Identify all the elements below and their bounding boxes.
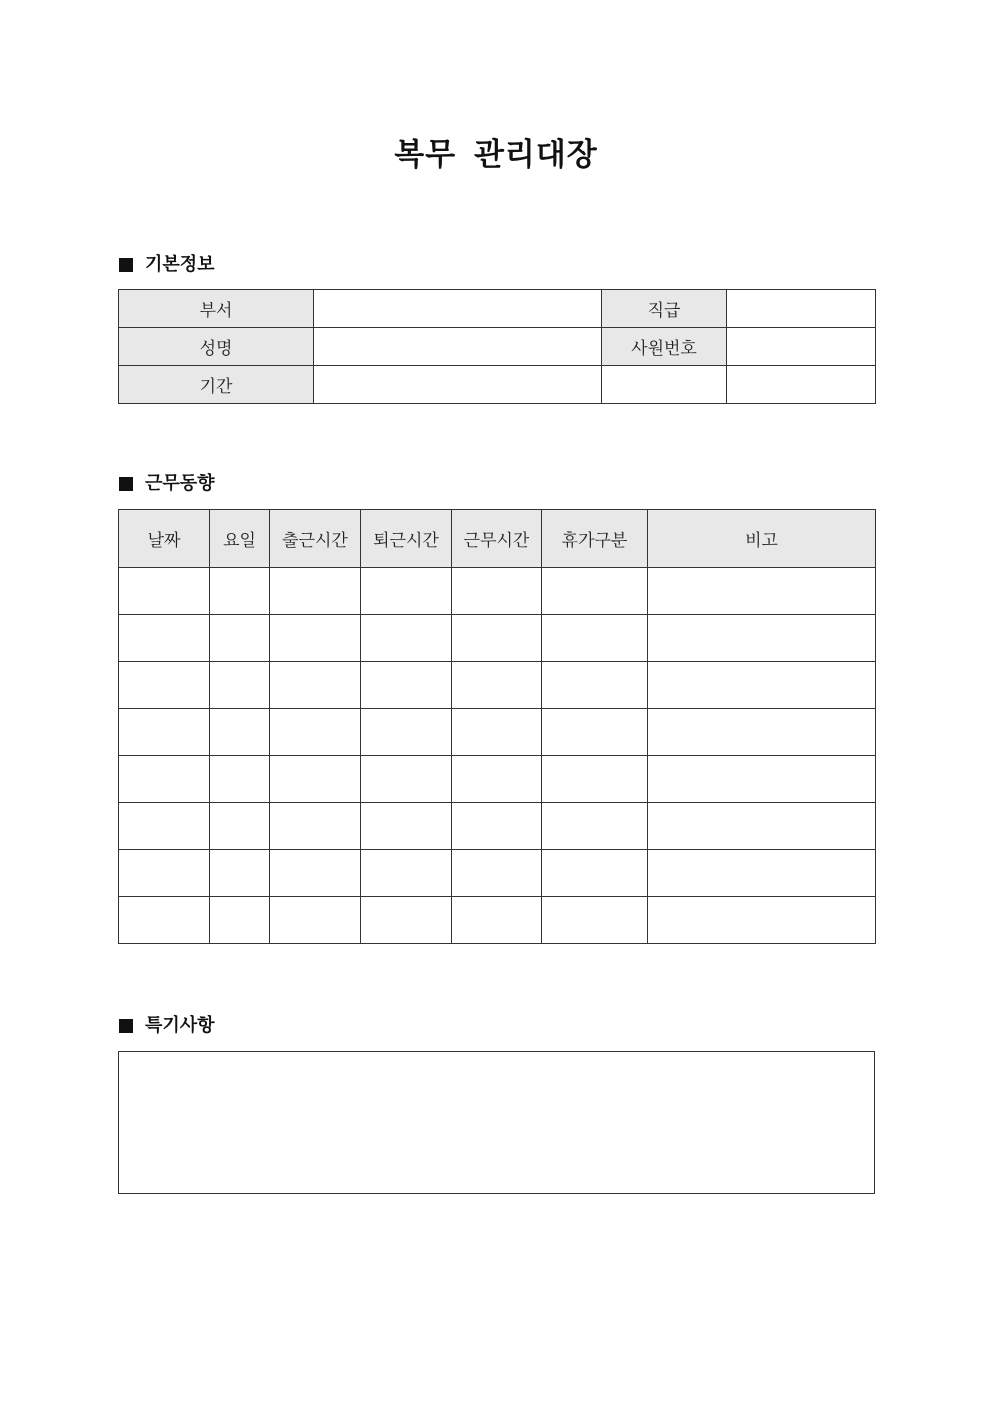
employee-number-label: 사원번호 [602,328,727,366]
cell-work-hours[interactable] [452,756,542,803]
department-field[interactable] [314,290,602,328]
cell-clock-out[interactable] [361,568,452,615]
basic-info-table [118,289,876,404]
cell-clock-out[interactable] [361,709,452,756]
cell-leave-type[interactable] [542,897,648,944]
duty-table [118,509,876,944]
blank-cell[interactable] [727,366,876,404]
cell-leave-type[interactable] [542,568,648,615]
cell-weekday[interactable] [210,756,270,803]
cell-leave-type[interactable] [542,803,648,850]
table-row [119,756,876,803]
cell-remarks[interactable] [648,568,876,615]
column-header-leave-type: 휴가구분 [542,510,648,568]
table-row [119,662,876,709]
cell-weekday[interactable] [210,615,270,662]
cell-date[interactable] [119,615,210,662]
column-header-clock-out: 퇴근시간 [361,510,452,568]
table-row [119,850,876,897]
cell-weekday[interactable] [210,850,270,897]
cell-date[interactable] [119,709,210,756]
cell-date[interactable] [119,662,210,709]
cell-clock-out[interactable] [361,662,452,709]
cell-clock-in[interactable] [270,897,361,944]
cell-date[interactable] [119,850,210,897]
table-row [119,615,876,662]
cell-work-hours[interactable] [452,803,542,850]
section-heading-duty [119,472,215,496]
notes-field[interactable] [118,1051,875,1194]
section-heading-basic-info [119,253,215,277]
duty-table-body [119,568,876,944]
cell-weekday[interactable] [210,897,270,944]
cell-clock-in[interactable] [270,615,361,662]
table-row [119,568,876,615]
cell-leave-type[interactable] [542,662,648,709]
cell-weekday[interactable] [210,568,270,615]
section-heading-notes [119,1014,215,1038]
cell-remarks[interactable] [648,850,876,897]
cell-date[interactable] [119,756,210,803]
square-bullet-icon [119,1019,133,1033]
department-label: 부서 [119,290,314,328]
cell-clock-in[interactable] [270,803,361,850]
table-row [119,366,876,404]
position-field[interactable] [727,290,876,328]
cell-clock-in[interactable] [270,756,361,803]
cell-clock-out[interactable] [361,897,452,944]
cell-weekday[interactable] [210,803,270,850]
position-label: 직급 [602,290,727,328]
table-row [119,897,876,944]
cell-leave-type[interactable] [542,756,648,803]
cell-clock-in[interactable] [270,662,361,709]
cell-work-hours[interactable] [452,568,542,615]
column-header-remarks: 비고 [648,510,876,568]
cell-work-hours[interactable] [452,662,542,709]
section-heading-label: 기본정보 [145,254,215,275]
cell-clock-out[interactable] [361,756,452,803]
table-row [119,803,876,850]
cell-work-hours[interactable] [452,709,542,756]
cell-work-hours[interactable] [452,615,542,662]
section-heading-label: 특기사항 [145,1015,215,1036]
cell-date[interactable] [119,897,210,944]
cell-date[interactable] [119,568,210,615]
cell-weekday[interactable] [210,662,270,709]
employee-number-field[interactable] [727,328,876,366]
cell-remarks[interactable] [648,662,876,709]
cell-remarks[interactable] [648,615,876,662]
cell-clock-out[interactable] [361,850,452,897]
column-header-clock-in: 출근시간 [270,510,361,568]
period-field[interactable] [314,366,602,404]
column-header-weekday: 요일 [210,510,270,568]
cell-work-hours[interactable] [452,897,542,944]
page-title: 복무 관리대장 [394,137,598,173]
column-header-work-hours: 근무시간 [452,510,542,568]
cell-clock-out[interactable] [361,803,452,850]
cell-work-hours[interactable] [452,850,542,897]
cell-clock-in[interactable] [270,709,361,756]
column-header-date: 날짜 [119,510,210,568]
cell-weekday[interactable] [210,709,270,756]
table-header-row [119,510,876,568]
cell-remarks[interactable] [648,803,876,850]
cell-leave-type[interactable] [542,709,648,756]
cell-clock-out[interactable] [361,615,452,662]
table-row [119,328,876,366]
table-row [119,709,876,756]
section-heading-label: 근무동향 [145,473,215,494]
table-row [119,290,876,328]
period-label: 기간 [119,366,314,404]
cell-leave-type[interactable] [542,850,648,897]
cell-remarks[interactable] [648,897,876,944]
blank-cell[interactable] [602,366,727,404]
cell-leave-type[interactable] [542,615,648,662]
cell-remarks[interactable] [648,709,876,756]
name-label: 성명 [119,328,314,366]
square-bullet-icon [119,477,133,491]
square-bullet-icon [119,258,133,272]
cell-clock-in[interactable] [270,850,361,897]
cell-clock-in[interactable] [270,568,361,615]
cell-date[interactable] [119,803,210,850]
cell-remarks[interactable] [648,756,876,803]
name-field[interactable] [314,328,602,366]
